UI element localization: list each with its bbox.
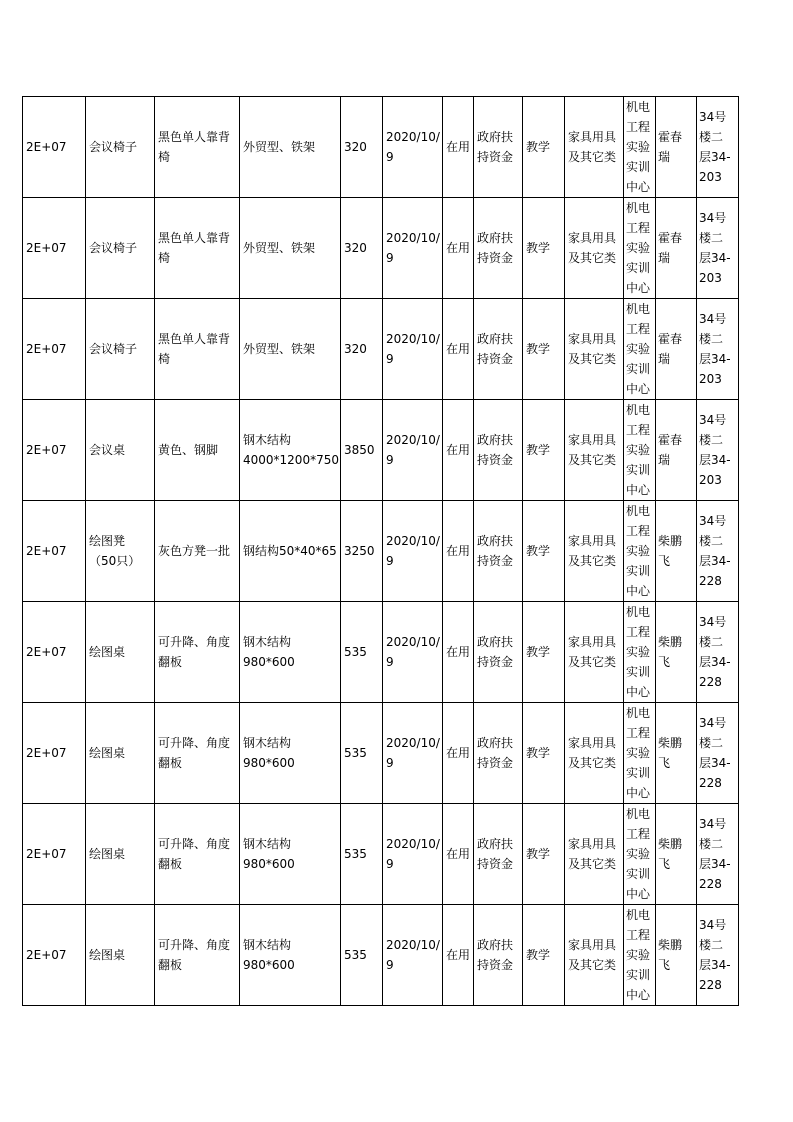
funding-source-cell	[474, 905, 523, 1006]
item-name-text: 绘图桌	[89, 746, 126, 760]
status-cell	[443, 501, 474, 602]
category-text: 家具用具 及其它类	[568, 534, 617, 568]
funding-source-cell	[474, 198, 523, 299]
amount-text: 320	[344, 140, 367, 154]
status-text: 在用	[446, 746, 471, 760]
location-cell	[697, 198, 739, 299]
status-text: 在用	[446, 645, 471, 659]
description-text: 可升降、角度 翻板	[158, 837, 231, 871]
amount-text: 535	[344, 948, 367, 962]
amount-text: 535	[344, 847, 367, 861]
department-text: 机电 工程 实验 实训 中心	[626, 504, 651, 598]
amount-cell	[341, 602, 383, 703]
department-text: 机电 工程 实验 实训 中心	[626, 908, 651, 1002]
item-name-cell	[86, 602, 155, 703]
asset-code-text: 2E+07	[26, 241, 67, 255]
location-cell	[697, 299, 739, 400]
amount-cell	[341, 400, 383, 501]
department-text: 机电 工程 实验 实训 中心	[626, 706, 651, 800]
spec-cell	[240, 804, 341, 905]
usage-text: 教学	[526, 140, 551, 154]
item-name-cell	[86, 905, 155, 1006]
asset-code-text: 2E+07	[26, 140, 67, 154]
asset-code-cell	[23, 299, 86, 400]
keeper-text: 柴鹏 飞	[658, 635, 683, 669]
item-name-cell	[86, 703, 155, 804]
spec-text: 外贸型、铁架	[243, 342, 316, 356]
location-text: 34号 楼二 层34- 228	[699, 716, 731, 790]
usage-cell	[523, 804, 565, 905]
funding-source-text: 政府扶 持资金	[477, 837, 514, 871]
usage-text: 教学	[526, 544, 551, 558]
category-text: 家具用具 及其它类	[568, 938, 617, 972]
table-row	[23, 703, 739, 804]
usage-text: 教学	[526, 342, 551, 356]
department-cell	[624, 703, 656, 804]
item-name-cell	[86, 198, 155, 299]
asset-code-text: 2E+07	[26, 746, 67, 760]
item-name-text: 会议椅子	[89, 140, 138, 154]
keeper-text: 霍春 瑞	[658, 231, 683, 265]
usage-cell	[523, 400, 565, 501]
amount-cell	[341, 905, 383, 1006]
keeper-text: 霍春 瑞	[658, 332, 683, 366]
location-text: 34号 楼二 层34- 228	[699, 615, 731, 689]
funding-source-text: 政府扶 持资金	[477, 332, 514, 366]
funding-source-cell	[474, 97, 523, 198]
usage-text: 教学	[526, 948, 551, 962]
table-row	[23, 299, 739, 400]
status-cell	[443, 905, 474, 1006]
amount-cell	[341, 299, 383, 400]
location-text: 34号 楼二 层34- 228	[699, 514, 731, 588]
date-text: 2020/10/ 9	[386, 938, 440, 972]
asset-code-text: 2E+07	[26, 544, 67, 558]
usage-text: 教学	[526, 847, 551, 861]
spec-text: 外贸型、铁架	[243, 140, 316, 154]
keeper-cell	[656, 299, 697, 400]
item-name-cell	[86, 97, 155, 198]
table-row	[23, 97, 739, 198]
table-row	[23, 602, 739, 703]
amount-text: 535	[344, 645, 367, 659]
spec-cell	[240, 299, 341, 400]
funding-source-text: 政府扶 持资金	[477, 938, 514, 972]
department-text: 机电 工程 实验 实训 中心	[626, 807, 651, 901]
asset-code-text: 2E+07	[26, 847, 67, 861]
keeper-text: 霍春 瑞	[658, 130, 683, 164]
keeper-text: 柴鹏 飞	[658, 837, 683, 871]
date-cell	[383, 804, 443, 905]
funding-source-text: 政府扶 持资金	[477, 635, 514, 669]
amount-text: 320	[344, 342, 367, 356]
department-cell	[624, 299, 656, 400]
usage-text: 教学	[526, 241, 551, 255]
description-cell	[155, 501, 240, 602]
department-cell	[624, 198, 656, 299]
description-text: 可升降、角度 翻板	[158, 635, 231, 669]
location-text: 34号 楼二 层34- 228	[699, 918, 731, 992]
table-body	[23, 97, 739, 1006]
keeper-cell	[656, 804, 697, 905]
department-cell	[624, 905, 656, 1006]
date-text: 2020/10/ 9	[386, 231, 440, 265]
asset-code-text: 2E+07	[26, 948, 67, 962]
description-cell	[155, 97, 240, 198]
usage-cell	[523, 602, 565, 703]
keeper-text: 柴鹏 飞	[658, 736, 683, 770]
location-text: 34号 楼二 层34- 203	[699, 312, 731, 386]
item-name-text: 绘图桌	[89, 847, 126, 861]
usage-text: 教学	[526, 443, 551, 457]
spec-text: 钢结构50*40*65	[243, 544, 337, 558]
asset-code-cell	[23, 400, 86, 501]
amount-text: 3850	[344, 443, 375, 457]
category-cell	[565, 905, 624, 1006]
usage-text: 教学	[526, 746, 551, 760]
location-cell	[697, 905, 739, 1006]
table-row	[23, 400, 739, 501]
department-text: 机电 工程 实验 实训 中心	[626, 605, 651, 699]
department-text: 机电 工程 实验 实训 中心	[626, 100, 651, 194]
status-text: 在用	[446, 241, 471, 255]
description-cell	[155, 703, 240, 804]
location-cell	[697, 400, 739, 501]
status-cell	[443, 703, 474, 804]
table-row	[23, 198, 739, 299]
description-text: 可升降、角度 翻板	[158, 938, 231, 972]
amount-cell	[341, 804, 383, 905]
date-cell	[383, 501, 443, 602]
status-cell	[443, 602, 474, 703]
usage-cell	[523, 299, 565, 400]
spec-cell	[240, 97, 341, 198]
category-cell	[565, 299, 624, 400]
date-text: 2020/10/ 9	[386, 433, 440, 467]
amount-cell	[341, 501, 383, 602]
status-cell	[443, 299, 474, 400]
funding-source-cell	[474, 299, 523, 400]
funding-source-text: 政府扶 持资金	[477, 433, 514, 467]
spec-cell	[240, 198, 341, 299]
category-text: 家具用具 及其它类	[568, 332, 617, 366]
item-name-text: 会议椅子	[89, 241, 138, 255]
description-text: 黄色、钢脚	[158, 443, 219, 457]
keeper-text: 柴鹏 飞	[658, 938, 683, 972]
status-text: 在用	[446, 544, 471, 558]
location-cell	[697, 602, 739, 703]
spec-text: 钢木结构 980*600	[243, 736, 295, 770]
funding-source-cell	[474, 804, 523, 905]
funding-source-cell	[474, 703, 523, 804]
usage-cell	[523, 703, 565, 804]
keeper-cell	[656, 501, 697, 602]
keeper-cell	[656, 602, 697, 703]
department-text: 机电 工程 实验 实训 中心	[626, 403, 651, 497]
spec-cell	[240, 602, 341, 703]
item-name-cell	[86, 804, 155, 905]
table-row	[23, 905, 739, 1006]
spec-cell	[240, 400, 341, 501]
date-text: 2020/10/ 9	[386, 332, 440, 366]
item-name-cell	[86, 501, 155, 602]
funding-source-text: 政府扶 持资金	[477, 130, 514, 164]
department-cell	[624, 501, 656, 602]
location-text: 34号 楼二 层34- 203	[699, 110, 731, 184]
item-name-cell	[86, 400, 155, 501]
spec-cell	[240, 703, 341, 804]
asset-code-cell	[23, 198, 86, 299]
description-text: 可升降、角度 翻板	[158, 736, 231, 770]
keeper-cell	[656, 905, 697, 1006]
category-text: 家具用具 及其它类	[568, 635, 617, 669]
description-cell	[155, 400, 240, 501]
status-cell	[443, 804, 474, 905]
keeper-cell	[656, 97, 697, 198]
usage-cell	[523, 905, 565, 1006]
department-cell	[624, 804, 656, 905]
asset-code-text: 2E+07	[26, 342, 67, 356]
location-cell	[697, 804, 739, 905]
category-text: 家具用具 及其它类	[568, 130, 617, 164]
asset-code-cell	[23, 97, 86, 198]
usage-cell	[523, 198, 565, 299]
date-text: 2020/10/ 9	[386, 635, 440, 669]
amount-text: 320	[344, 241, 367, 255]
date-text: 2020/10/ 9	[386, 534, 440, 568]
description-cell	[155, 905, 240, 1006]
item-name-text: 绘图桌	[89, 645, 126, 659]
usage-cell	[523, 97, 565, 198]
description-text: 灰色方凳一批	[158, 544, 231, 558]
category-cell	[565, 602, 624, 703]
item-name-text: 会议椅子	[89, 342, 138, 356]
asset-code-text: 2E+07	[26, 645, 67, 659]
funding-source-cell	[474, 602, 523, 703]
item-name-cell	[86, 299, 155, 400]
table-row	[23, 804, 739, 905]
spec-text: 钢木结构 980*600	[243, 837, 295, 871]
asset-code-cell	[23, 703, 86, 804]
keeper-cell	[656, 198, 697, 299]
date-cell	[383, 400, 443, 501]
date-cell	[383, 299, 443, 400]
asset-table	[22, 96, 739, 1006]
status-cell	[443, 198, 474, 299]
category-cell	[565, 703, 624, 804]
funding-source-text: 政府扶 持资金	[477, 534, 514, 568]
amount-cell	[341, 97, 383, 198]
description-cell	[155, 602, 240, 703]
item-name-text: 绘图凳 （50只）	[89, 534, 141, 568]
date-cell	[383, 703, 443, 804]
asset-code-cell	[23, 905, 86, 1006]
status-cell	[443, 400, 474, 501]
usage-text: 教学	[526, 645, 551, 659]
date-cell	[383, 198, 443, 299]
amount-cell	[341, 703, 383, 804]
location-cell	[697, 501, 739, 602]
location-text: 34号 楼二 层34- 203	[699, 211, 731, 285]
category-cell	[565, 400, 624, 501]
date-text: 2020/10/ 9	[386, 130, 440, 164]
keeper-cell	[656, 400, 697, 501]
date-text: 2020/10/ 9	[386, 736, 440, 770]
keeper-cell	[656, 703, 697, 804]
date-cell	[383, 602, 443, 703]
description-cell	[155, 198, 240, 299]
amount-cell	[341, 198, 383, 299]
usage-cell	[523, 501, 565, 602]
category-cell	[565, 501, 624, 602]
status-cell	[443, 97, 474, 198]
spec-text: 外贸型、铁架	[243, 241, 316, 255]
category-cell	[565, 804, 624, 905]
department-cell	[624, 400, 656, 501]
description-cell	[155, 804, 240, 905]
category-cell	[565, 97, 624, 198]
description-text: 黑色单人靠背 椅	[158, 231, 231, 265]
description-text: 黑色单人靠背 椅	[158, 332, 231, 366]
category-cell	[565, 198, 624, 299]
spec-text: 钢木结构 980*600	[243, 938, 295, 972]
item-name-text: 会议桌	[89, 443, 126, 457]
location-cell	[697, 97, 739, 198]
keeper-text: 霍春 瑞	[658, 433, 683, 467]
department-cell	[624, 97, 656, 198]
status-text: 在用	[446, 342, 471, 356]
funding-source-text: 政府扶 持资金	[477, 231, 514, 265]
location-text: 34号 楼二 层34- 203	[699, 413, 731, 487]
asset-code-cell	[23, 804, 86, 905]
funding-source-cell	[474, 400, 523, 501]
location-text: 34号 楼二 层34- 228	[699, 817, 731, 891]
asset-code-text: 2E+07	[26, 443, 67, 457]
table-row	[23, 501, 739, 602]
description-text: 黑色单人靠背 椅	[158, 130, 231, 164]
keeper-text: 柴鹏 飞	[658, 534, 683, 568]
status-text: 在用	[446, 948, 471, 962]
asset-code-cell	[23, 501, 86, 602]
status-text: 在用	[446, 140, 471, 154]
department-text: 机电 工程 实验 实训 中心	[626, 201, 651, 295]
description-cell	[155, 299, 240, 400]
department-cell	[624, 602, 656, 703]
spec-text: 钢木结构 980*600	[243, 635, 295, 669]
category-text: 家具用具 及其它类	[568, 433, 617, 467]
spec-cell	[240, 501, 341, 602]
amount-text: 535	[344, 746, 367, 760]
funding-source-text: 政府扶 持资金	[477, 736, 514, 770]
location-cell	[697, 703, 739, 804]
category-text: 家具用具 及其它类	[568, 736, 617, 770]
amount-text: 3250	[344, 544, 375, 558]
category-text: 家具用具 及其它类	[568, 837, 617, 871]
status-text: 在用	[446, 443, 471, 457]
category-text: 家具用具 及其它类	[568, 231, 617, 265]
date-cell	[383, 97, 443, 198]
date-cell	[383, 905, 443, 1006]
funding-source-cell	[474, 501, 523, 602]
date-text: 2020/10/ 9	[386, 837, 440, 871]
spec-text: 钢木结构 4000*1200*750	[243, 433, 339, 467]
asset-code-cell	[23, 602, 86, 703]
department-text: 机电 工程 实验 实训 中心	[626, 302, 651, 396]
status-text: 在用	[446, 847, 471, 861]
spec-cell	[240, 905, 341, 1006]
item-name-text: 绘图桌	[89, 948, 126, 962]
